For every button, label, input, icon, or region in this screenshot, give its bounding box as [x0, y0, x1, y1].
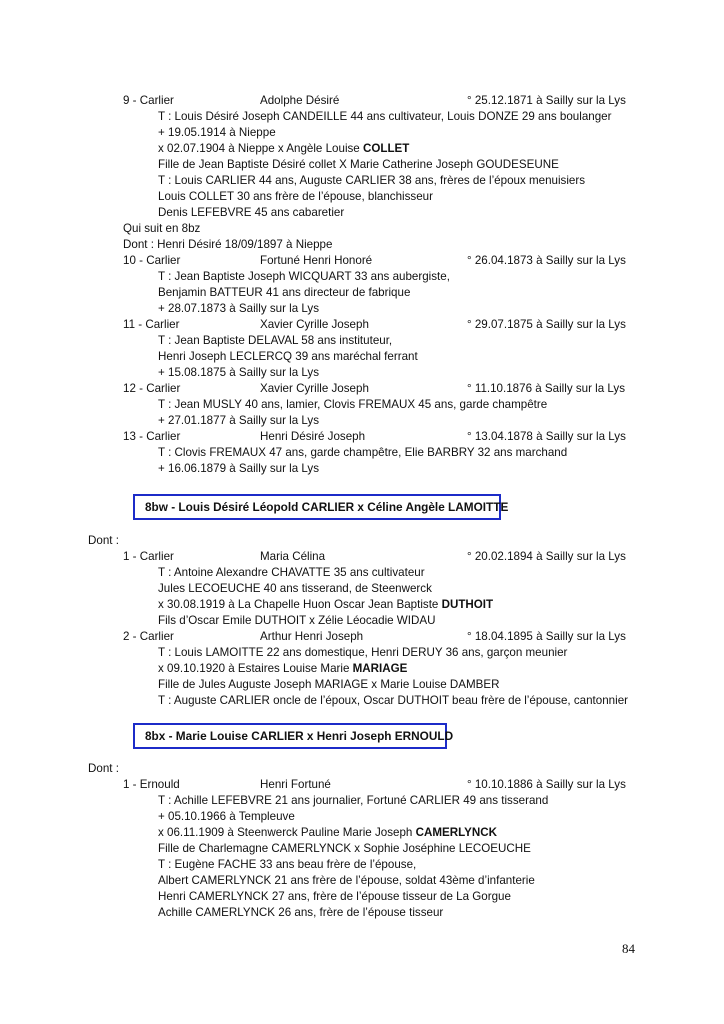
marriage-witnesses: T : Auguste CARLIER oncle de l’époux, Oscar DUTHOIT beau frère de l’épouse, cantonnier [158, 694, 629, 707]
spouse-parents: Fille de Jules Auguste Joseph MARIAGE x Marie Louise DAMBER [158, 678, 500, 691]
entry-names: Fortuné Henri Honoré [260, 254, 373, 267]
children-note: Dont : Henri Désiré 18/09/1897 à Nieppe [123, 238, 333, 251]
spouse-parents: Fille de Charlemagne CAMERLYNCK x Sophie Joséphine LECOEUCHE [158, 842, 531, 855]
spouse-surname: CAMERLYNCK [415, 826, 497, 839]
entry-names: Maria Célina [260, 550, 326, 563]
entry-witnesses: T : Jean Baptiste Joseph WICQUART 33 ans aubergiste, [158, 270, 450, 283]
spouse-surname: MARIAGE [352, 662, 408, 675]
entry-label: 10 - Carlier [123, 254, 181, 267]
entry-label: 2 - Carlier [123, 630, 174, 643]
entry-death: + 05.10.1966 à Templeuve [158, 810, 295, 823]
entry-names: Xavier Cyrille Joseph [260, 382, 369, 395]
spouse-surname: COLLET [362, 142, 410, 155]
entry-witnesses: T : Clovis FREMAUX 47 ans, garde champêtre, Elie BARBRY 32 ans marchand [158, 446, 568, 459]
entry-birth: ° 25.12.1871 à Sailly sur la Lys [467, 94, 626, 107]
entry-marriage: x 02.07.1904 à Nieppe x Angèle Louise COLLET [158, 142, 410, 155]
entry-names: Henri Désiré Joseph [260, 430, 366, 443]
entry-birth: ° 29.07.1875 à Sailly sur la Lys [467, 318, 626, 331]
entry-label: 11 - Carlier [123, 318, 180, 331]
page-number: 84 [622, 941, 635, 956]
entry-witnesses: T : Louis Désiré Joseph CANDEILLE 44 ans cultivateur, Louis DONZE 29 ans boulanger [158, 110, 612, 123]
entry-marriage: x 06.11.1909 à Steenwerck Pauline Marie Joseph CAMERLYNCK [158, 826, 497, 839]
marriage-witnesses: T : Eugène FACHE 33 ans beau frère de l’épouse, [158, 858, 417, 871]
entry-witnesses: T : Louis LAMOITTE 22 ans domestique, Henri DERUY 36 ans, garçon meunier [158, 646, 568, 659]
section-title-8bw: 8bw - Louis Désiré Léopold CARLIER x Céline Angèle LAMOITTE [133, 494, 501, 520]
dont-label: Dont : [88, 534, 119, 547]
entry-names: Adolphe Désiré [260, 94, 340, 107]
entry-marriage: x 30.08.1919 à La Chapelle Huon Oscar Jean Baptiste DUTHOIT [158, 598, 494, 611]
entry-label: 1 - Carlier [123, 550, 174, 563]
marriage-witnesses: T : Louis CARLIER 44 ans, Auguste CARLIER 38 ans, frères de l’époux menuisiers [158, 174, 586, 187]
entry-names: Henri Fortuné [260, 778, 331, 791]
entry-label: 13 - Carlier [123, 430, 181, 443]
entry-birth: ° 20.02.1894 à Sailly sur la Lys [467, 550, 626, 563]
entry-witnesses: T : Jean MUSLY 40 ans, lamier, Clovis FREMAUX 45 ans, garde champêtre [158, 398, 548, 411]
entry-names: Xavier Cyrille Joseph [260, 318, 369, 331]
entry-witnesses: T : Antoine Alexandre CHAVATTE 35 ans cultivateur [158, 566, 425, 579]
entry-birth: ° 18.04.1895 à Sailly sur la Lys [467, 630, 626, 643]
marriage-witnesses: Louis COLLET 30 ans frère de l’épouse, blanchisseur [158, 190, 433, 203]
entry-marriage: x 09.10.1920 à Estaires Louise Marie MARIAGE [158, 662, 408, 675]
marriage-witnesses: Albert CAMERLYNCK 21 ans frère de l’épouse, soldat 43ème d’infanterie [158, 874, 535, 887]
entry-witnesses: T : Jean Baptiste DELAVAL 58 ans instituteur, [158, 334, 393, 347]
entry-birth: ° 13.04.1878 à Sailly sur la Lys [467, 430, 626, 443]
entry-death: + 19.05.1914 à Nieppe [158, 126, 276, 139]
follow-reference: Qui suit en 8bz [123, 222, 201, 235]
entry-witnesses: Benjamin BATTEUR 41 ans directeur de fabrique [158, 286, 411, 299]
spouse-parents: Fils d’Oscar Emile DUTHOIT x Zélie Léocadie WIDAU [158, 614, 436, 627]
spouse-parents: Fille de Jean Baptiste Désiré collet X Marie Catherine Joseph GOUDESEUNE [158, 158, 559, 171]
dont-label: Dont : [88, 762, 119, 775]
entry-birth: ° 10.10.1886 à Sailly sur la Lys [467, 778, 626, 791]
entry-label: 1 - Ernould [123, 778, 180, 791]
marriage-witnesses: Henri CAMERLYNCK 27 ans, frère de l’épouse tisseur de La Gorgue [158, 890, 511, 903]
entry-death: + 15.08.1875 à Sailly sur la Lys [158, 366, 320, 379]
entry-death: + 27.01.1877 à Sailly sur la Lys [158, 414, 320, 427]
spouse-surname: DUTHOIT [441, 598, 494, 611]
entry-names: Arthur Henri Joseph [260, 630, 364, 643]
entry-witnesses: T : Achille LEFEBVRE 21 ans journalier, Fortuné CARLIER 49 ans tisserand [158, 794, 549, 807]
entry-birth: ° 26.04.1873 à Sailly sur la Lys [467, 254, 626, 267]
marriage-witnesses: Achille CAMERLYNCK 26 ans, frère de l’épouse tisseur [158, 906, 444, 919]
entry-death: + 16.06.1879 à Sailly sur la Lys [158, 462, 320, 475]
section-title-8bx: 8bx - Marie Louise CARLIER x Henri Joseph ERNOULD [133, 723, 447, 749]
entry-witnesses: Jules LECOEUCHE 40 ans tisserand, de Steenwerck [158, 582, 432, 595]
entry-witnesses: Henri Joseph LECLERCQ 39 ans maréchal ferrant [158, 350, 418, 363]
marriage-witnesses: Denis LEFEBVRE 45 ans cabaretier [158, 206, 345, 219]
entry-label: 12 - Carlier [123, 382, 181, 395]
entry-label: 9 - Carlier [123, 94, 174, 107]
entry-death: + 28.07.1873 à Sailly sur la Lys [158, 302, 320, 315]
entry-birth: ° 11.10.1876 à Sailly sur la Lys [467, 382, 626, 395]
